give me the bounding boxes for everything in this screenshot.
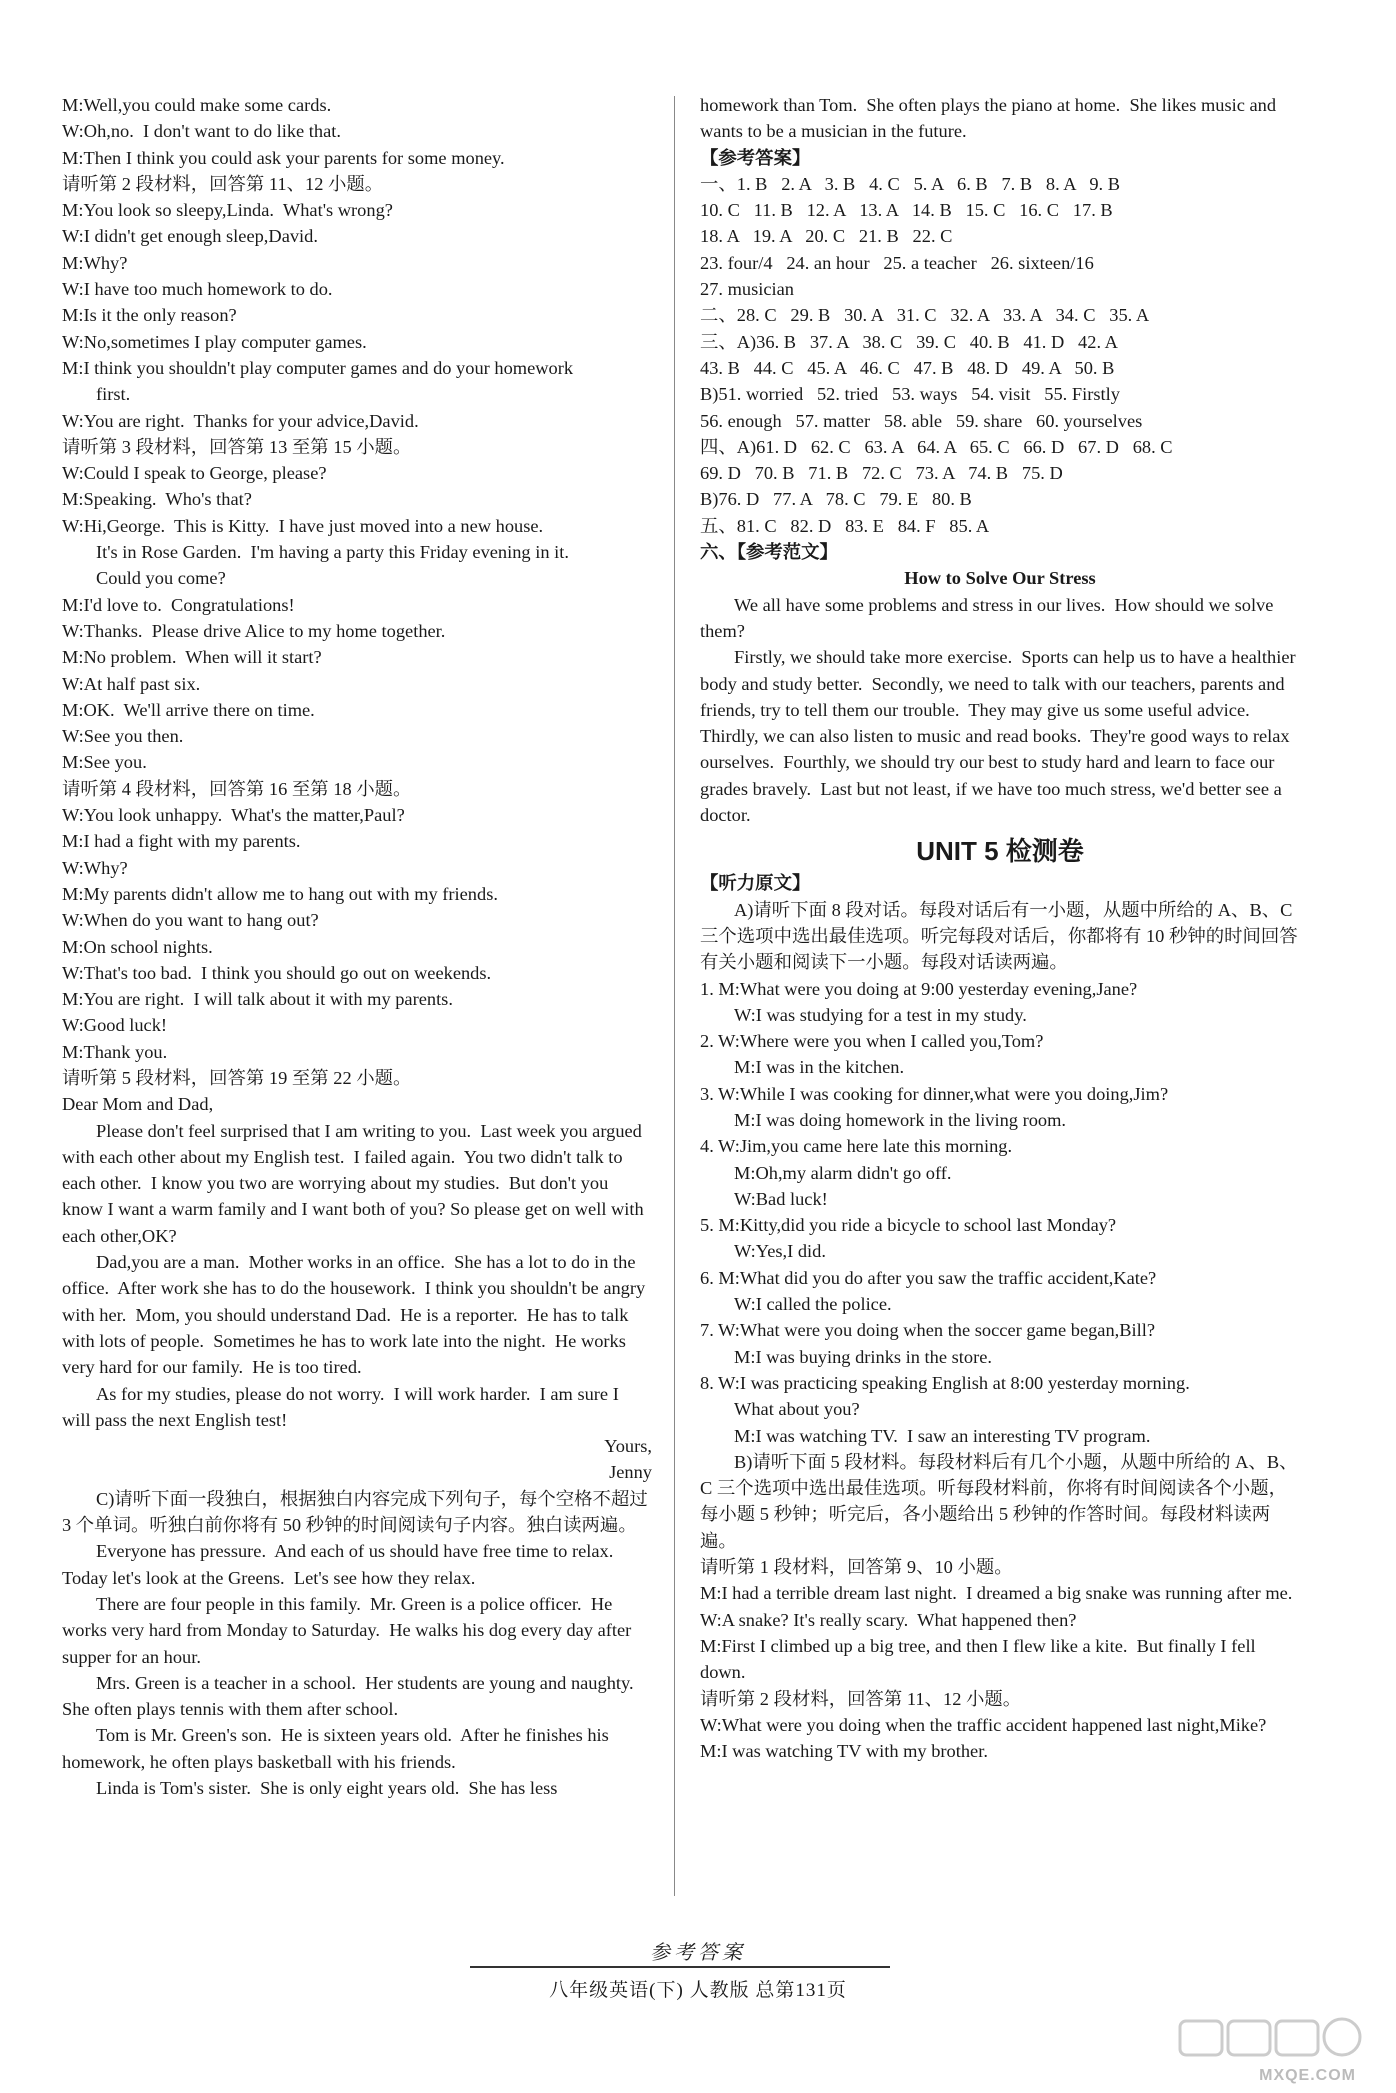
text-line: 8. W:I was practicing speaking English at 8:00 yesterday morning.	[700, 1372, 1190, 1393]
unit-title: UNIT 5 检测卷	[916, 836, 1084, 867]
text-line: W:A snake? It's really scary. What happened then?	[700, 1609, 1077, 1630]
paragraph: Tom is Mr. Green's son. He is sixteen years old. After he finishes his homework, he often plays basketball with his friends.	[62, 1725, 614, 1772]
text-line: 请听第 1 段材料，回答第 9、10 小题。	[700, 1557, 1013, 1578]
text-line: M:Is it the only reason?	[62, 305, 237, 326]
footer-info: 八年级英语(下) 人教版 总第131页	[549, 1980, 847, 2001]
text-line: M:I think you shouldn't play computer games and do your homework	[62, 357, 574, 378]
text-line: M:You look so sleepy,Linda. What's wrong?	[62, 200, 393, 221]
text-line: M:I had a fight with my parents.	[62, 831, 301, 852]
text-line: 69. D 70. B 71. B 72. C 73. A 74. B 75. D	[700, 463, 1063, 484]
text-line: M:I was in the kitchen.	[734, 1057, 905, 1078]
paragraph: Please don't feel surprised that I am writing to you. Last week you argued with each other about my English test. I failed again. You two didn't talk to each other. I know you two are worrying about my studies. But don't you know I want a warm family and I want both of you? So please get on well with each other,OK?	[62, 1120, 649, 1246]
text-line: 43. B 44. C 45. A 46. C 47. B 48. D 49. A 50. B	[700, 357, 1115, 378]
text-line: What about you?	[734, 1399, 860, 1420]
text-line: M:I was watching TV with my brother.	[700, 1741, 988, 1762]
essay-title: How to Solve Our Stress	[904, 568, 1096, 589]
paragraph: Dad,you are a man. Mother works in an office. She has a lot to do in the office. After work she has to do the housework. I think you shouldn't be angry with her. Mom, you should understand Dad. He is a reporter. He has to talk with lots of people. Sometimes he has to work late into the night. He works very hard for our family. He is too tired.	[62, 1252, 650, 1378]
text-line: W:I didn't get enough sleep,David.	[62, 226, 318, 247]
text-line: W:See you then.	[62, 726, 184, 747]
section-heading: 【听力原文】	[700, 873, 811, 894]
text-line: M:I was buying drinks in the store.	[734, 1346, 992, 1367]
text-line: M:Then I think you could ask your parents for some money.	[62, 147, 505, 168]
text-line: W:You are right. Thanks for your advice,David.	[62, 410, 419, 431]
text-line: W:Why?	[62, 857, 128, 878]
text-line: W:I called the police.	[734, 1294, 892, 1315]
paragraph: A)请听下面 8 段对话。每段对话后有一小题，从题中所给的 A、B、C 三个选项中选出最佳选项。听完每段对话后，你都将有 10 秒钟的时间回答有关小题和阅读下一小题。每段对话读两遍。	[700, 899, 1298, 973]
watermark-url: MXQE.COM	[1259, 2067, 1356, 2084]
text-line: M:On school nights.	[62, 936, 213, 957]
text-line: M:My parents didn't allow me to hang out with my friends.	[62, 883, 498, 904]
text-line: W:Oh,no. I don't want to do like that.	[62, 121, 341, 142]
text-line: 27. musician	[700, 279, 794, 300]
text-line: W:When do you want to hang out?	[62, 910, 319, 931]
text-line: 2. W:Where were you when I called you,Tom?	[700, 1031, 1044, 1052]
paragraph: Everyone has pressure. And each of us should have free time to relax. Today let's look at the Greens. Let's see how they relax.	[62, 1541, 623, 1588]
text-line: W:Hi,George. This is Kitty. I have just moved into a new house.	[62, 515, 544, 536]
paragraph: Linda is Tom's sister. She is only eight years old. She has less	[96, 1778, 558, 1798]
text-line: W:Yes,I did.	[734, 1241, 826, 1262]
text-line: M:Thank you.	[62, 1041, 168, 1062]
text-line: M:First I climbed up a big tree, and then I flew like a kite. But finally I fell down.	[700, 1635, 1261, 1683]
paragraph: We all have some problems and stress in our lives. How should we solve them?	[700, 594, 1279, 641]
text-line: 6. M:What did you do after you saw the traffic accident,Kate?	[700, 1267, 1157, 1288]
text-line: It's in Rose Garden. I'm having a party this Friday evening in it.	[96, 542, 569, 563]
text-line: W:I was studying for a test in my study.	[734, 1004, 1027, 1025]
text-line: 三、A)36. B 37. A 38. C 39. C 40. B 41. D 42. A	[700, 331, 1118, 352]
text-line: M:See you.	[62, 752, 147, 773]
paragraph: Firstly, we should take more exercise. Sports can help us to have a healthier body and study better. Secondly, we need to talk with our teachers, parents and friends, try to tell them our trouble. They may give us some useful advice. Thirdly, we can also listen to music and read books. They're good ways to relax ourselves. Fourthly, we should try our best to study hard and learn to face our grades bravely. Last but not least, if we have too much stress, we'd better see a doctor.	[700, 647, 1301, 826]
text-line: M:Why?	[62, 252, 128, 273]
page-footer	[0, 1940, 1396, 1966]
text-line: M:I was doing homework in the living room.	[734, 1109, 1067, 1130]
footer-rule	[470, 1966, 890, 1968]
text-line: M:No problem. When will it start?	[62, 647, 322, 668]
text-line: homework than Tom. She often plays the piano at home. She likes music and wants to be a musician in the future.	[700, 95, 1281, 142]
text-line: 3. W:While I was cooking for dinner,what were you doing,Jim?	[700, 1083, 1169, 1104]
text-line: 7. W:What were you doing when the soccer game began,Bill?	[700, 1320, 1156, 1341]
text-line: 请听第 3 段材料，回答第 13 至第 15 小题。	[62, 436, 412, 457]
watermark-logo-icon	[1176, 2015, 1366, 2071]
text-line: W:What were you doing when the traffic accident happened last night,Mike?	[700, 1714, 1267, 1735]
text-line: W:You look unhappy. What's the matter,Paul?	[62, 805, 405, 826]
text-line: 1. M:What were you doing at 9:00 yesterday evening,Jane?	[700, 978, 1138, 999]
letter-signoff: Yours,	[604, 1436, 652, 1457]
text-line: 4. W:Jim,you came here late this morning.	[700, 1136, 1013, 1157]
text-line: 二、28. C 29. B 30. A 31. C 32. A 33. A 34. C 35. A	[700, 305, 1150, 326]
text-line: M:I had a terrible dream last night. I dreamed a big snake was running after me.	[700, 1583, 1293, 1604]
text-line: W:At half past six.	[62, 673, 201, 694]
right-column	[700, 92, 1300, 1764]
text-line: 五、81. C 82. D 83. E 84. F 85. A	[700, 515, 990, 536]
column-divider	[674, 96, 675, 1896]
text-line: M:Speaking. Who's that?	[62, 489, 252, 510]
text-line: 23. four/4 24. an hour 25. a teacher 26. sixteen/16	[700, 252, 1094, 273]
text-line: 18. A 19. A 20. C 21. B 22. C	[700, 226, 953, 247]
text-line: first.	[96, 384, 131, 405]
footer-title: 参考答案	[650, 1942, 746, 1964]
text-line: M:I was watching TV. I saw an interesting TV program.	[734, 1425, 1151, 1446]
text-line: Dear Mom and Dad,	[62, 1094, 214, 1115]
text-line: 请听第 5 段材料，回答第 19 至第 22 小题。	[62, 1067, 412, 1088]
text-line: 请听第 2 段材料，回答第 11、12 小题。	[700, 1688, 1022, 1709]
paragraph: Mrs. Green is a teacher in a school. Her students are young and naughty. She often plays tennis with them after school.	[62, 1672, 643, 1720]
section-heading: 【参考答案】	[700, 147, 811, 168]
paragraph: There are four people in this family. Mr. Green is a police officer. He works very hard from Monday to Saturday. He walks his dog every day after supper for an hour.	[62, 1593, 636, 1667]
text-line: 四、A)61. D 62. C 63. A 64. A 65. C 66. D 67. D 68. C	[700, 436, 1173, 457]
text-line: Could you come?	[96, 568, 226, 589]
section-heading: 六、【参考范文】	[700, 542, 838, 563]
paragraph: B)请听下面 5 段材料。每段材料后有几个小题，从题中所给的 A、B、C 三个选项中选出最佳选项。听每段材料前，你将有时间阅读各个小题，每小题 5 秒钟；听完后，各小题给出 5 秒钟的作答时间。每段材料读两遍。	[700, 1451, 1298, 1551]
text-line: M:Oh,my alarm didn't go off.	[734, 1162, 952, 1183]
text-line: M:Well,you could make some cards.	[62, 95, 332, 115]
text-line: 一、1. B 2. A 3. B 4. C 5. A 6. B 7. B 8. A 9. B	[700, 173, 1120, 194]
text-line: W:That's too bad. I think you should go out on weekends.	[62, 962, 492, 983]
text-line: 56. enough 57. matter 58. able 59. share 60. yourselves	[700, 410, 1143, 431]
text-line: 请听第 2 段材料，回答第 11、12 小题。	[62, 173, 384, 194]
text-line: W:Bad luck!	[734, 1188, 828, 1209]
text-line: W:Good luck!	[62, 1015, 168, 1036]
text-line: B)76. D 77. A 78. C 79. E 80. B	[700, 489, 972, 510]
text-line: M:You are right. I will talk about it with my parents.	[62, 989, 453, 1010]
text-line: W:No,sometimes I play computer games.	[62, 331, 367, 352]
letter-signoff: Jenny	[609, 1462, 652, 1483]
text-line: M:OK. We'll arrive there on time.	[62, 699, 315, 720]
paragraph: C)请听下面一段独白，根据独白内容完成下列句子，每个空格不超过 3 个单词。听独白前你将有 50 秒钟的时间阅读句子内容。独白读两遍。	[62, 1488, 653, 1536]
text-line: W:Thanks. Please drive Alice to my home together.	[62, 620, 446, 641]
paragraph: As for my studies, please do not worry. I will work harder. I am sure I will pass the next English test!	[62, 1383, 624, 1430]
text-line: W:I have too much homework to do.	[62, 279, 333, 300]
text-line: 5. M:Kitty,did you ride a bicycle to school last Monday?	[700, 1215, 1117, 1236]
text-line: B)51. worried 52. tried 53. ways 54. visit 55. Firstly	[700, 384, 1120, 405]
left-column	[62, 92, 652, 1801]
text-line: W:Could I speak to George, please?	[62, 463, 327, 484]
text-line: M:I'd love to. Congratulations!	[62, 594, 295, 615]
text-line: 请听第 4 段材料，回答第 16 至第 18 小题。	[62, 778, 412, 799]
text-line: 10. C 11. B 12. A 13. A 14. B 15. C 16. C 17. B	[700, 200, 1113, 221]
